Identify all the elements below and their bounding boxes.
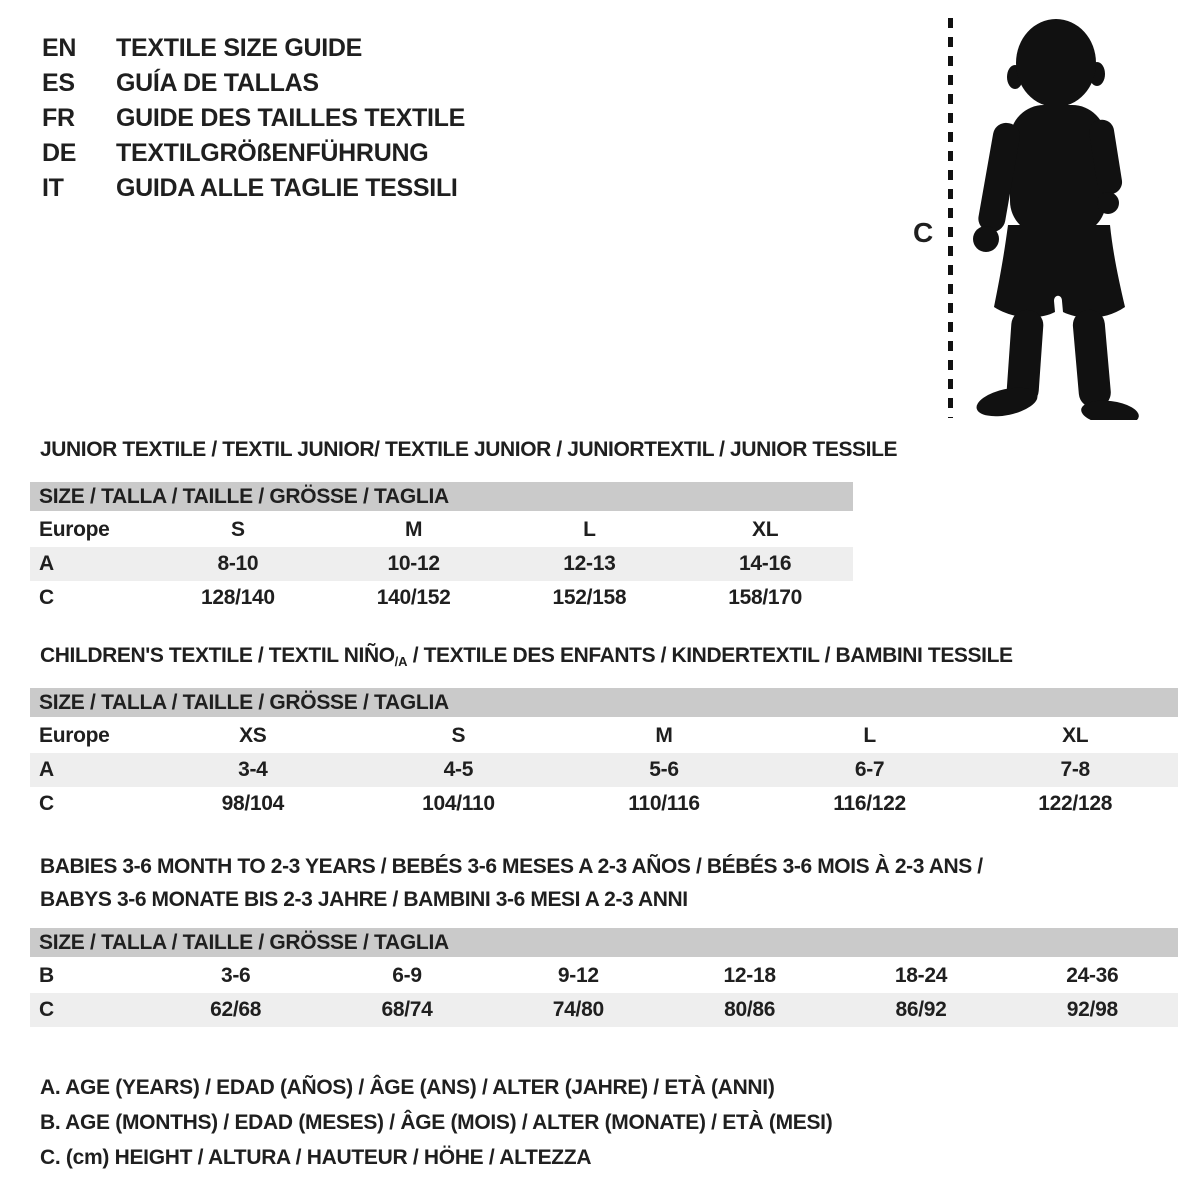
lang-code-es: ES (42, 69, 75, 97)
age-cell: 4-5 (443, 758, 474, 781)
row-label: Europe (39, 518, 110, 541)
age-cell: 8-10 (217, 552, 259, 575)
babies-title-line2: BABYS 3-6 MONATE BIS 2-3 JAHRE / BAMBINI 3-6 MESI A 2-3 ANNI (40, 888, 688, 911)
height-cell: 140/152 (376, 586, 451, 609)
row-label: C (39, 998, 54, 1021)
age-cell: 7-8 (1060, 758, 1090, 781)
age-cell: 14-16 (739, 552, 792, 575)
age-cell: 18-24 (894, 964, 948, 987)
legend-line-a: A. AGE (YEARS) / EDAD (AÑOS) / ÂGE (ANS) / ALTER (JAHRE) / ETÀ (ANNI) (40, 1076, 775, 1099)
age-cell: 6-9 (392, 964, 422, 987)
lang-code-it: IT (42, 174, 64, 202)
children-title-main: CHILDREN'S TEXTILE / TEXTIL NIÑO (40, 644, 395, 667)
table-row (30, 719, 1178, 753)
age-cell: 12-13 (563, 552, 616, 575)
children-section-title (40, 644, 1013, 668)
table-row (30, 753, 1178, 787)
height-cell: 122/128 (1038, 792, 1113, 815)
toddler-silhouette-image (960, 15, 1150, 420)
children-size-header: SIZE / TALLA / TAILLE / GRÖSSE / TAGLIA (30, 688, 1178, 717)
size-cell: XL (752, 518, 779, 541)
height-cell: 152/158 (552, 586, 627, 609)
height-cell: 98/104 (221, 792, 285, 815)
lang-title-fr: GUIDE DES TAILLES TEXTILE (116, 104, 466, 132)
row-label: C (39, 586, 54, 609)
age-cell: 12-18 (723, 964, 776, 987)
babies-size-table (30, 928, 1178, 1027)
babies-title-line1: BABIES 3-6 MONTH TO 2-3 YEARS / BEBÉS 3-6 MESES A 2-3 AÑOS / BÉBÉS 3-6 MOIS À 2-3 ANS / (40, 855, 983, 878)
lang-title-en: TEXTILE SIZE GUIDE (116, 34, 363, 62)
size-cell: M (405, 518, 423, 541)
junior-size-table (30, 482, 853, 615)
lang-title-it: GUIDA ALLE TAGLIE TESSILI (116, 174, 458, 202)
height-cell: 80/86 (724, 998, 776, 1021)
language-list (42, 36, 465, 200)
age-cell: 24-36 (1066, 964, 1119, 987)
row-label: B (39, 964, 54, 987)
height-cell: 86/92 (895, 998, 947, 1021)
height-cell: 62/68 (210, 998, 262, 1021)
size-cell: L (863, 724, 876, 747)
children-title-rest: / TEXTILE DES ENFANTS / KINDERTEXTIL / BAMBINI TESSILE (407, 644, 1013, 667)
lang-title-de: TEXTILGRÖßENFÜHRUNG (116, 139, 429, 167)
height-cell: 116/122 (833, 792, 906, 815)
babies-section-title (40, 850, 983, 916)
lang-title-es: GUÍA DE TALLAS (116, 69, 319, 97)
age-cell: 6-7 (854, 758, 885, 781)
table-row (30, 513, 853, 547)
size-cell: S (231, 518, 245, 541)
lang-code-de: DE (42, 139, 77, 167)
row-label: A (39, 758, 54, 781)
children-size-table (30, 688, 1178, 821)
table-row (30, 787, 1178, 821)
height-cell: 158/170 (728, 586, 803, 609)
legend-line-b: B. AGE (MONTHS) / EDAD (MESES) / ÂGE (MOIS) / ALTER (MONATE) / ETÀ (MESI) (40, 1111, 833, 1134)
height-cell: 74/80 (552, 998, 604, 1021)
lang-code-en: EN (42, 34, 77, 62)
height-cell: 68/74 (381, 998, 433, 1021)
age-cell: 3-6 (220, 964, 251, 987)
legend (40, 1070, 832, 1175)
height-cell: 92/98 (1066, 998, 1118, 1021)
table-row (30, 959, 1178, 993)
babies-size-header: SIZE / TALLA / TAILLE / GRÖSSE / TAGLIA (30, 928, 1178, 957)
height-cell: 128/140 (200, 586, 275, 609)
junior-size-header: SIZE / TALLA / TAILLE / GRÖSSE / TAGLIA (30, 482, 853, 511)
row-label: Europe (39, 724, 110, 747)
age-cell: 5-6 (649, 758, 679, 781)
table-row (30, 993, 1178, 1027)
height-measure-dashed-line (948, 18, 953, 418)
size-cell: XS (239, 724, 267, 747)
junior-section-title: JUNIOR TEXTILE / TEXTIL JUNIOR/ TEXTILE JUNIOR / JUNIORTEXTIL / JUNIOR TESSILE (40, 438, 898, 461)
table-row (30, 581, 853, 615)
height-measure-label: C (913, 217, 933, 248)
age-cell: 3-4 (238, 758, 268, 781)
row-label: C (39, 792, 54, 815)
height-cell: 110/116 (628, 792, 700, 815)
row-label: A (39, 552, 54, 575)
table-row (30, 547, 853, 581)
height-cell: 104/110 (422, 792, 495, 815)
lang-code-fr: FR (42, 104, 75, 132)
size-cell: S (451, 724, 466, 747)
size-cell: M (655, 724, 673, 747)
age-cell: 9-12 (557, 964, 599, 987)
legend-line-c: C. (cm) HEIGHT / ALTURA / HAUTEUR / HÖHE / ALTEZZA (40, 1146, 592, 1169)
children-title-subscript: /A (394, 654, 408, 669)
size-cell: XL (1062, 724, 1089, 747)
age-cell: 10-12 (387, 552, 440, 575)
height-figure (905, 10, 1185, 422)
size-cell: L (583, 518, 596, 541)
